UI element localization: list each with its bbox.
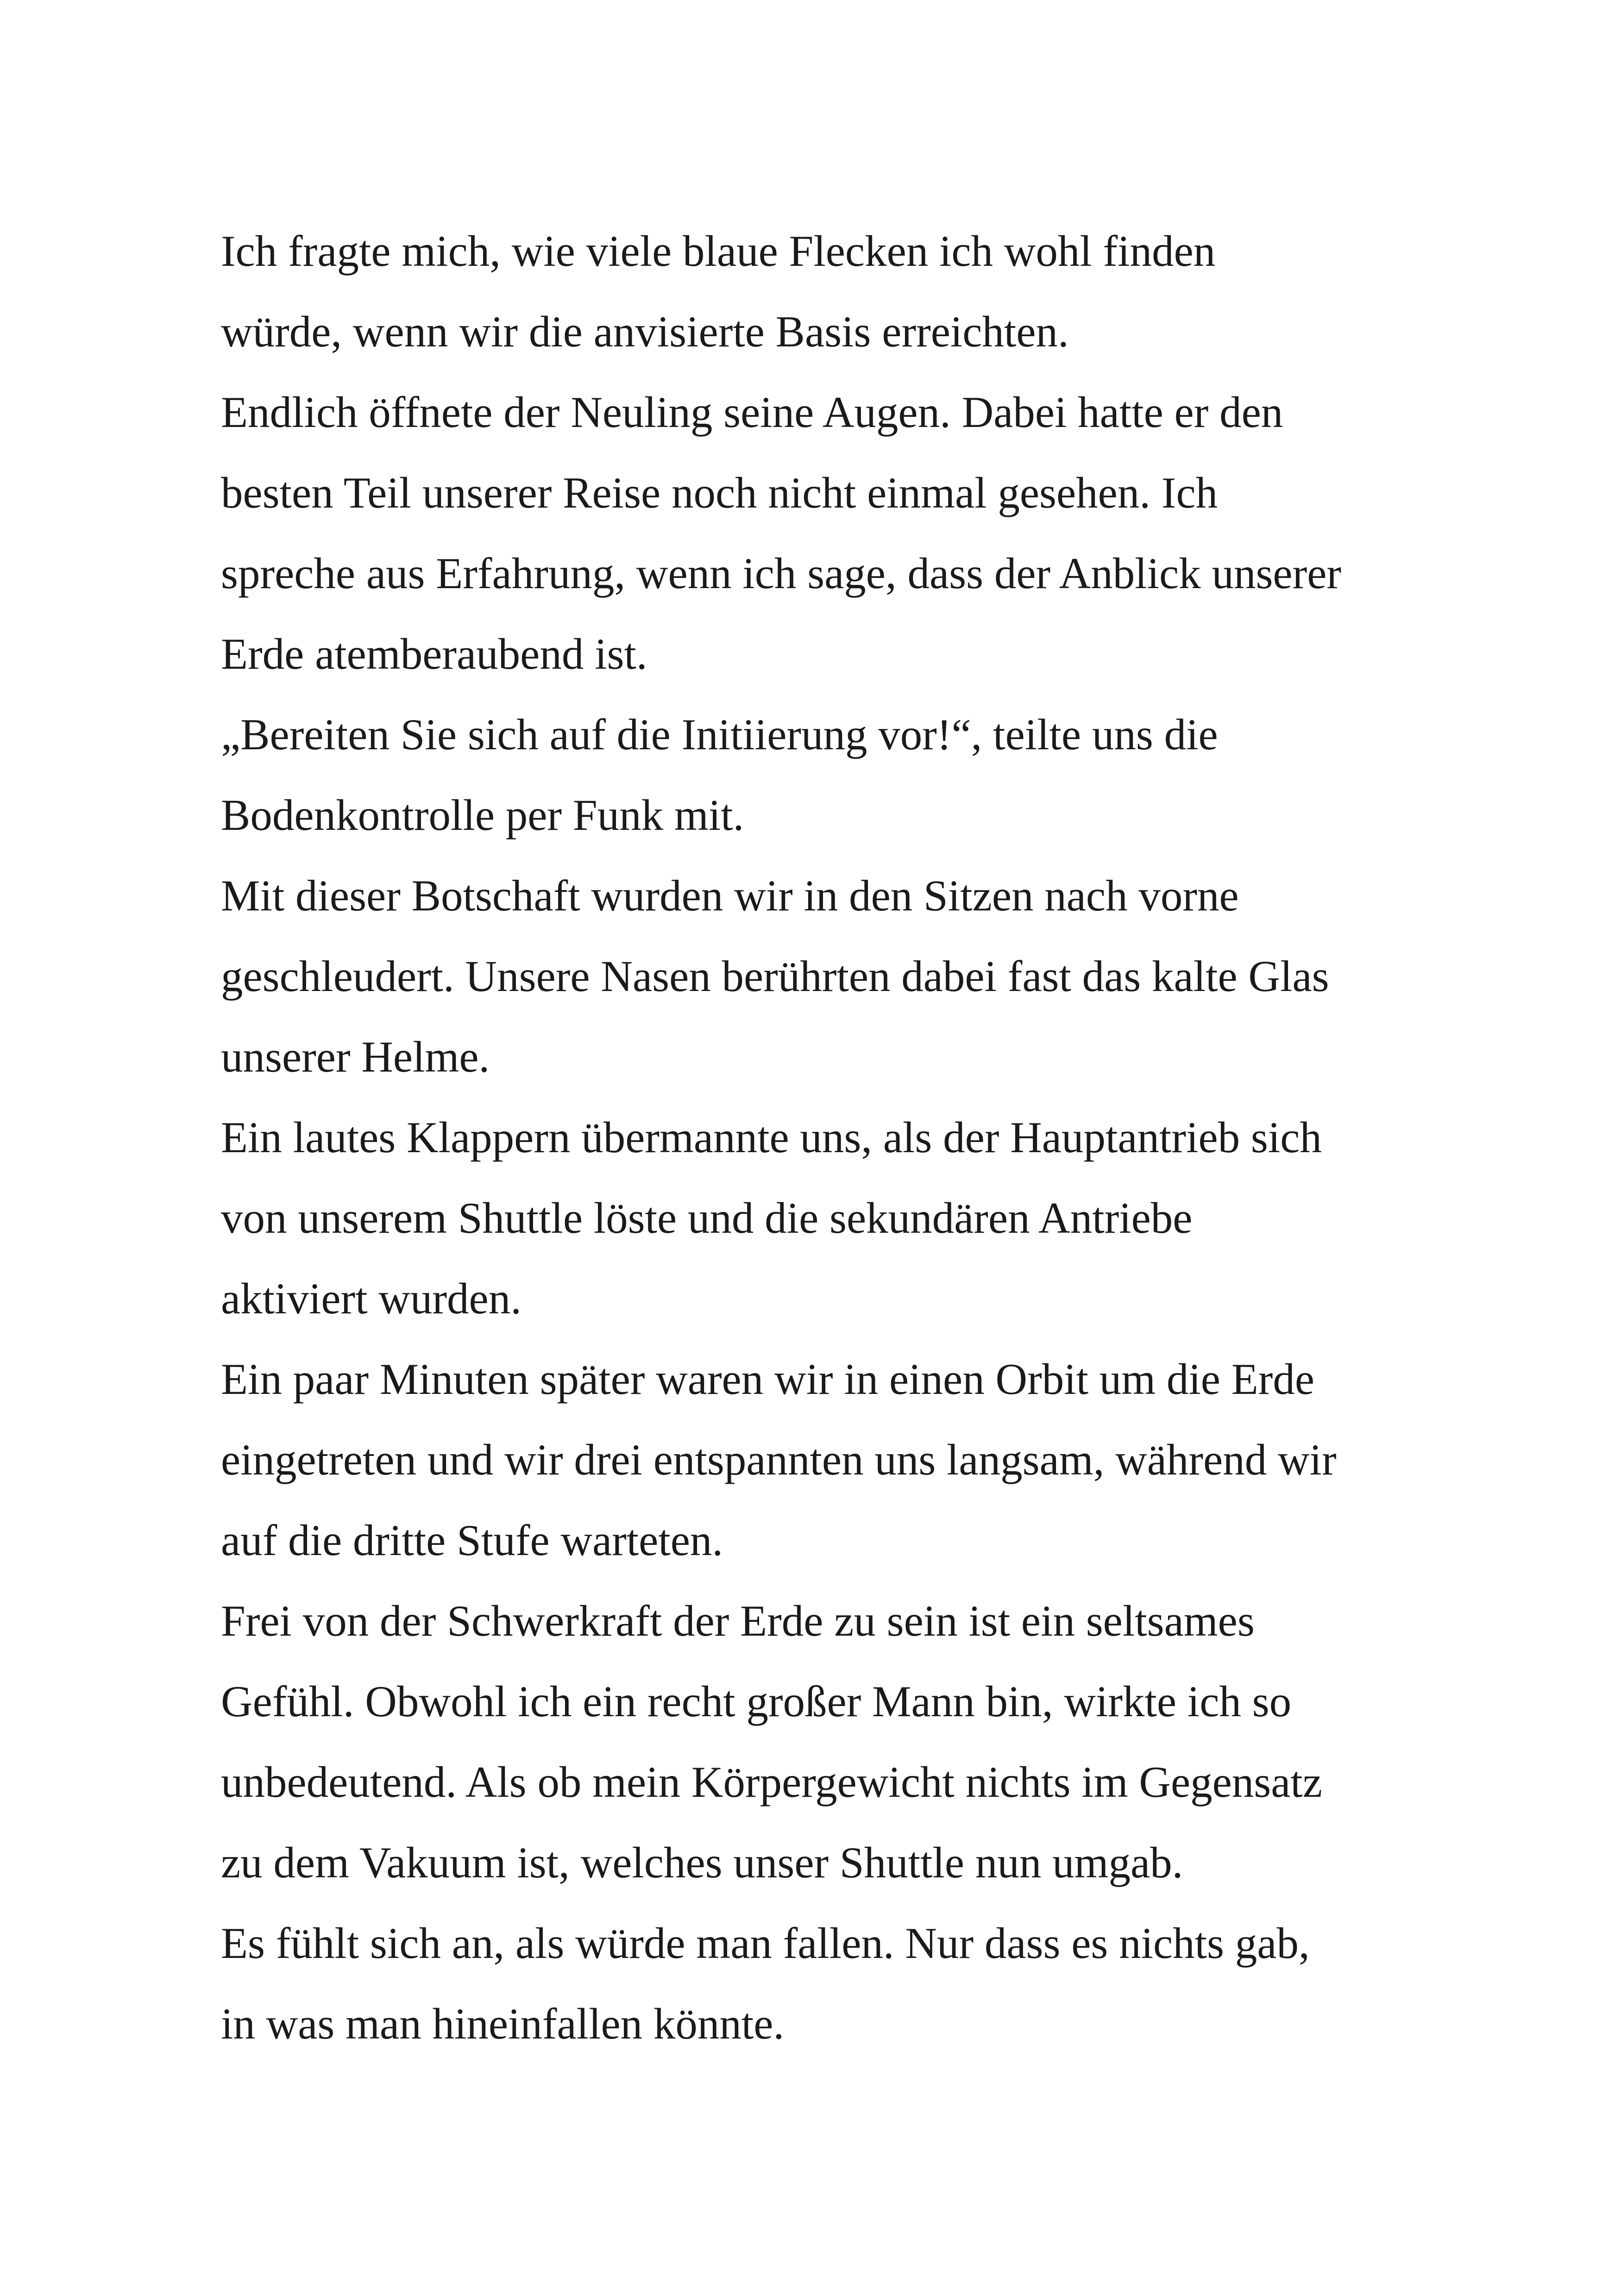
text-line: Endlich öffnete der Neuling seine Augen. Dabei hatte er den — [221, 388, 1283, 437]
text-line: von unserem Shuttle löste und die sekundären Antriebe — [221, 1193, 1193, 1242]
text-line: Mit dieser Botschaft wurden wir in den Sitzen nach vorne — [221, 871, 1239, 920]
text-line: Es fühlt sich an, als würde man fallen. Nur dass es nichts gab, — [221, 1919, 1310, 1968]
text-line: zu dem Vakuum ist, welches unser Shuttle nun umgab. — [221, 1838, 1183, 1887]
body-text — [221, 211, 1444, 2064]
text-line: unserer Helme. — [221, 1032, 490, 1081]
text-line: Ich fragte mich, wie viele blaue Flecken ich wohl finden — [221, 226, 1216, 276]
text-line: geschleudert. Unsere Nasen berührten dabei fast das kalte Glas — [221, 952, 1329, 1001]
text-line: spreche aus Erfahrung, wenn ich sage, dass der Anblick unserer — [221, 549, 1342, 598]
text-line: unbedeutend. Als ob mein Körpergewicht nichts im Gegensatz — [221, 1757, 1322, 1807]
text-line: Ein lautes Klappern übermannte uns, als der Hauptantrieb sich — [221, 1113, 1322, 1162]
text-line: Erde atemberaubend ist. — [221, 629, 647, 678]
text-line: „Bereiten Sie sich auf die Initiierung vor!“, teilte uns die — [221, 710, 1218, 759]
text-line: aktiviert wurden. — [221, 1274, 521, 1323]
text-line: Gefühl. Obwohl ich ein recht großer Mann bin, wirkte ich so — [221, 1677, 1292, 1726]
text-line: besten Teil unserer Reise noch nicht einmal gesehen. Ich — [221, 468, 1218, 517]
text-line: Bodenkontrolle per Funk mit. — [221, 790, 744, 840]
text-line: in was man hineinfallen könnte. — [221, 1999, 785, 2048]
text-line: auf die dritte Stufe warteten. — [221, 1516, 723, 1565]
text-line: Ein paar Minuten später waren wir in einen Orbit um die Erde — [221, 1355, 1315, 1404]
text-line: würde, wenn wir die anvisierte Basis erreichten. — [221, 307, 1069, 356]
text-line: eingetreten und wir drei entspannten uns langsam, während wir — [221, 1435, 1337, 1484]
text-line: Frei von der Schwerkraft der Erde zu sein ist ein seltsames — [221, 1596, 1255, 1645]
